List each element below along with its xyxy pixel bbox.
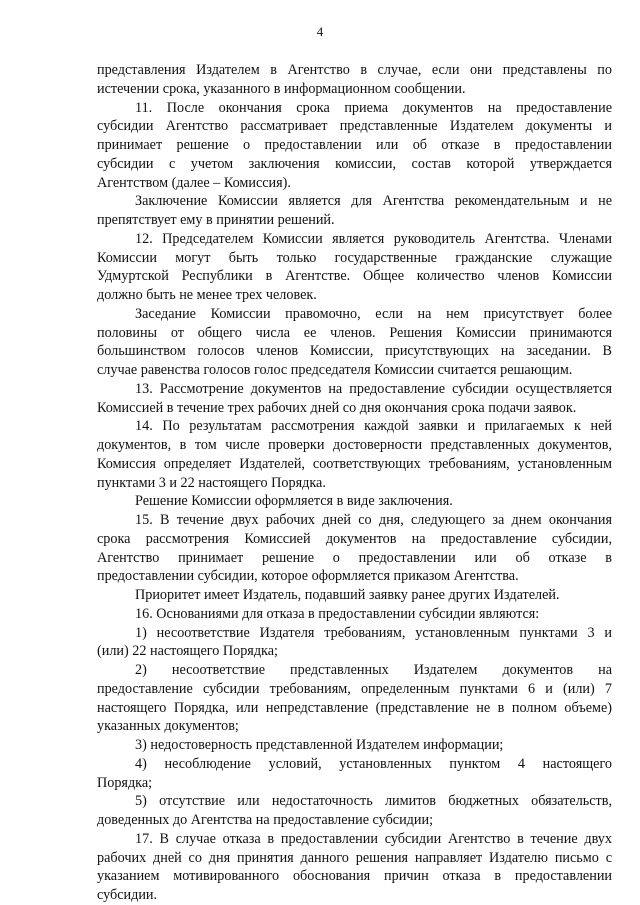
text-line: срока рассмотрения Комиссией документов на предоставление субсидии, bbox=[97, 530, 612, 547]
text-line: 5) отсутствие или недостаточность лимитов бюджетных обязательств, bbox=[135, 793, 612, 810]
text-line: Приоритет имеет Издатель, подавший заявку ранее других Издателей. bbox=[135, 587, 560, 603]
text-line: 14. По результатам рассмотрения каждой заявки и прилагаемых к ней bbox=[135, 418, 612, 435]
text-line: Решение Комиссии оформляется в виде заключения. bbox=[135, 493, 453, 510]
text-line: Комиссией в течение трех рабочих дней со дня окончания срока подачи заявок. bbox=[97, 399, 577, 416]
text-line: субсидии Агентство рассматривает представленные Издателем документы и bbox=[97, 118, 612, 135]
text-line: принимает решение о предоставлении или об отказе в предоставлении bbox=[97, 137, 612, 153]
text-line: Порядка; bbox=[97, 774, 153, 791]
text-line: представления Издателем в Агентство в случае, если они представлены по bbox=[97, 62, 612, 78]
text-line: случае равенства голосов голос председателя Комиссии считается решающим. bbox=[97, 362, 573, 378]
text-line: 15. В течение двух рабочих дней со дня, следующего за днем окончания bbox=[135, 512, 612, 528]
text-line: указанных документов; bbox=[97, 718, 239, 735]
text-line: пунктами 3 и 22 настоящего Порядка. bbox=[97, 474, 326, 491]
text-line: Комиссии могут быть только государственные гражданские служащие bbox=[97, 249, 612, 266]
text-line: 17. В случае отказа в предоставлении субсидии Агентство в течение двух bbox=[135, 830, 612, 847]
text-line: субсидии. bbox=[97, 887, 158, 903]
text-line: истечении срока, указанного в информационном сообщении. bbox=[97, 80, 466, 97]
text-line: 1) несоответствие Издателя требованиям, установленным пунктами 3 и bbox=[135, 624, 612, 641]
text-line: 13. Рассмотрение документов на предоставление субсидии осуществляется bbox=[135, 380, 612, 397]
text-line: предоставление субсидии требованиям, определенным пунктами 6 и (или) 7 bbox=[97, 680, 612, 697]
text-line: Заседание Комиссии правомочно, если на нем присутствует более bbox=[135, 305, 612, 322]
text-line: настоящего Порядка, или непредставление (представление не в полном объеме) bbox=[97, 699, 612, 716]
text-line: должно быть не менее трех человек. bbox=[97, 287, 317, 303]
text-line: 2) несоответствие представленных Издателем документов на bbox=[135, 662, 612, 678]
text-line: доведенных до Агентства на предоставление субсидии; bbox=[97, 812, 434, 828]
text-line: большинством голосов членов Комиссии, присутствующих на заседании. В bbox=[97, 343, 612, 360]
text-line: препятствует ему в принятии решений. bbox=[97, 212, 335, 228]
text-line: Комиссия определяет Издателей, соответствующих требованиям, установленным bbox=[97, 455, 612, 472]
text-line: указанием мотивированного обоснования причин отказа в предоставлении bbox=[97, 868, 612, 885]
text-line: (или) 22 настоящего Порядка; bbox=[97, 643, 278, 660]
text-line: Агентством (далее – Комиссия). bbox=[97, 174, 291, 191]
text-line: Агентство принимает решение о предоставлении или об отказе в bbox=[97, 549, 612, 566]
text-line: половины от общего числа ее членов. Решения Комиссии принимаются bbox=[97, 324, 612, 341]
text-line: предоставлении субсидии, которое оформляется приказом Агентства. bbox=[97, 568, 519, 585]
page-number: 4 bbox=[316, 24, 324, 39]
text-line: 3) недостоверность представленной Издателем информации; bbox=[135, 737, 504, 753]
text-line: субсидии с учетом заключения комиссии, состав которой утверждается bbox=[97, 155, 612, 172]
text-line: 12. Председателем Комиссии является руководитель Агентства. Членами bbox=[135, 230, 612, 247]
text-line: Удмуртской Республики в Агентстве. Общее количество членов Комиссии bbox=[97, 268, 612, 285]
text-line: рабочих дней со дня принятия данного решения направляет Издателю письмо с bbox=[97, 849, 612, 866]
text-line: 16. Основаниями для отказа в предоставлении субсидии являются: bbox=[135, 605, 540, 622]
text-line: 4) несоблюдение условий, установленных пунктом 4 настоящего bbox=[135, 755, 612, 772]
text-line: документов, в том числе проверки достоверности представленных документов, bbox=[97, 437, 612, 453]
text-line: 11. После окончания срока приема документов на предоставление bbox=[135, 99, 612, 116]
text-line: Заключение Комиссии является для Агентства рекомендательным и не bbox=[135, 193, 612, 210]
